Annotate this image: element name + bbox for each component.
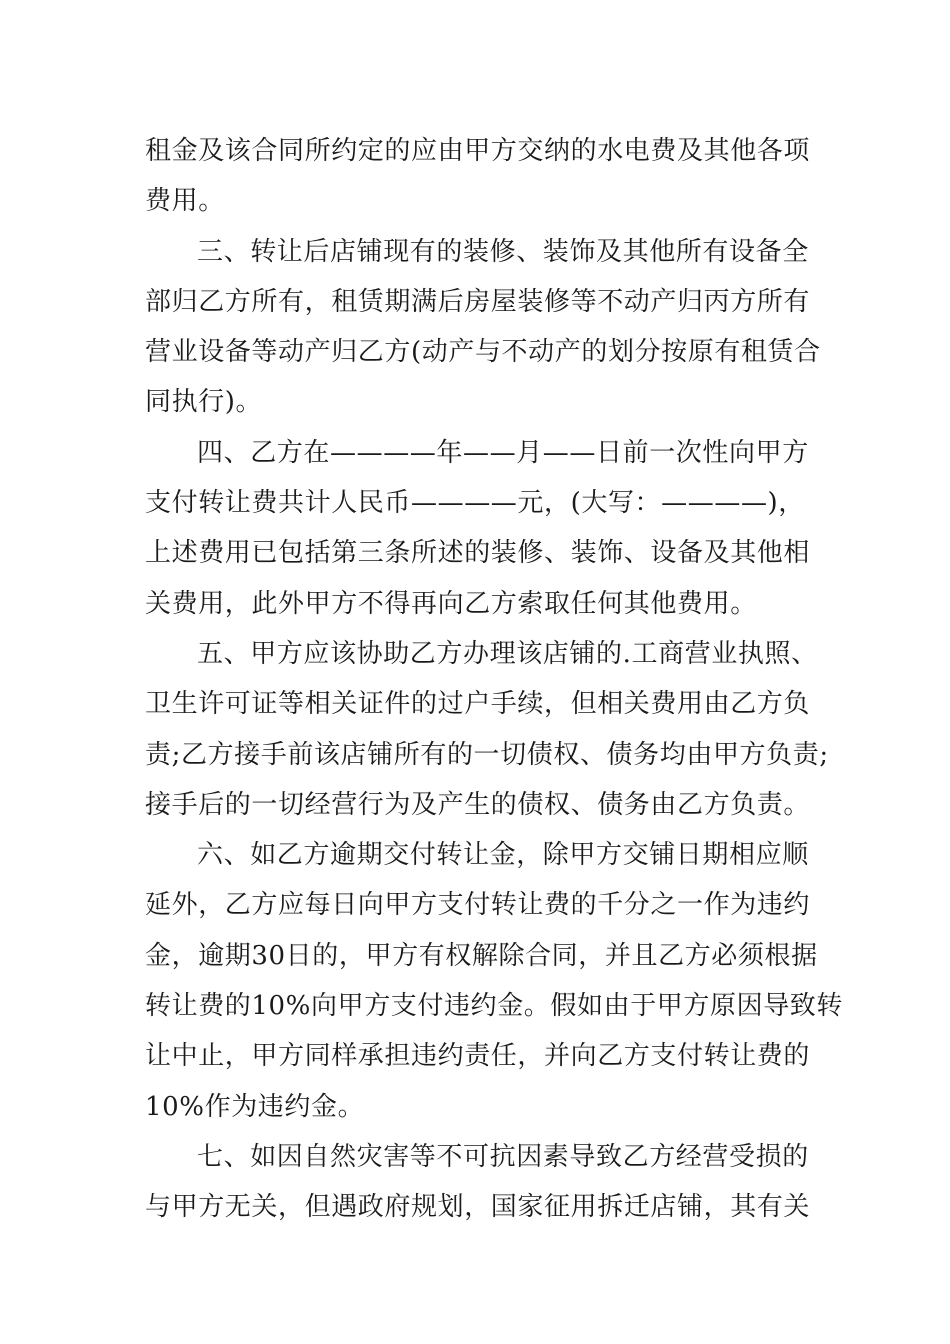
text-line: 转让费的10%向甲方支付违约金。假如由于甲方原因导致转 (145, 991, 843, 1022)
text-line: 卫生许可证等相关证件的过户手续，但相关费用由乙方负 (145, 689, 811, 720)
text-line: 金，逾期30日的，甲方有权解除合同，并且乙方必须根据 (145, 940, 818, 971)
text-line: 四、乙方在————年——月——日前一次性向甲方 (197, 437, 809, 468)
text-line: 与甲方无关，但遇政府规划，国家征用拆迁店铺，其有关 (145, 1192, 811, 1223)
text-line: 上述费用已包括第三条所述的装修、装饰、设备及其他相 (145, 538, 811, 569)
text-line: 三、转让后店铺现有的装修、装饰及其他所有设备全 (197, 236, 809, 267)
text-line: 责;乙方接手前该店铺所有的一切债权、债务均由甲方负责; (145, 739, 829, 770)
text-line: 延外，乙方应每日向甲方支付转让费的千分之一作为违约 (145, 890, 811, 921)
text-line: 接手后的一切经营行为及产生的债权、债务由乙方负责。 (145, 789, 811, 820)
text-line: 关费用，此外甲方不得再向乙方索取任何其他费用。 (145, 588, 757, 619)
document-body (145, 126, 843, 1233)
text-line: 同执行)。 (145, 387, 263, 418)
text-line: 租金及该合同所约定的应由甲方交纳的水电费及其他各项 (145, 136, 811, 166)
text-line: 七、如因自然灾害等不可抗因素导致乙方经营受损的 (197, 1141, 809, 1172)
text-line: 部归乙方所有，租赁期满后房屋装修等不动产归丙方所有 (145, 286, 811, 317)
text-line: 费用。 (145, 186, 225, 217)
text-line: 营业设备等动产归乙方(动产与不动产的划分按原有租赁合 (145, 337, 821, 368)
text-line: 六、如乙方逾期交付转让金，除甲方交铺日期相应顺 (197, 840, 809, 871)
text-line: 10%作为违约金。 (145, 1091, 365, 1122)
text-line: 让中止，甲方同样承担违约责任，并向乙方支付转让费的 (145, 1041, 811, 1072)
text-line: 五、甲方应该协助乙方办理该店铺的.工商营业执照、 (197, 638, 818, 669)
text-line: 支付转让费共计人民币————元，(大写：————)， (145, 488, 805, 519)
